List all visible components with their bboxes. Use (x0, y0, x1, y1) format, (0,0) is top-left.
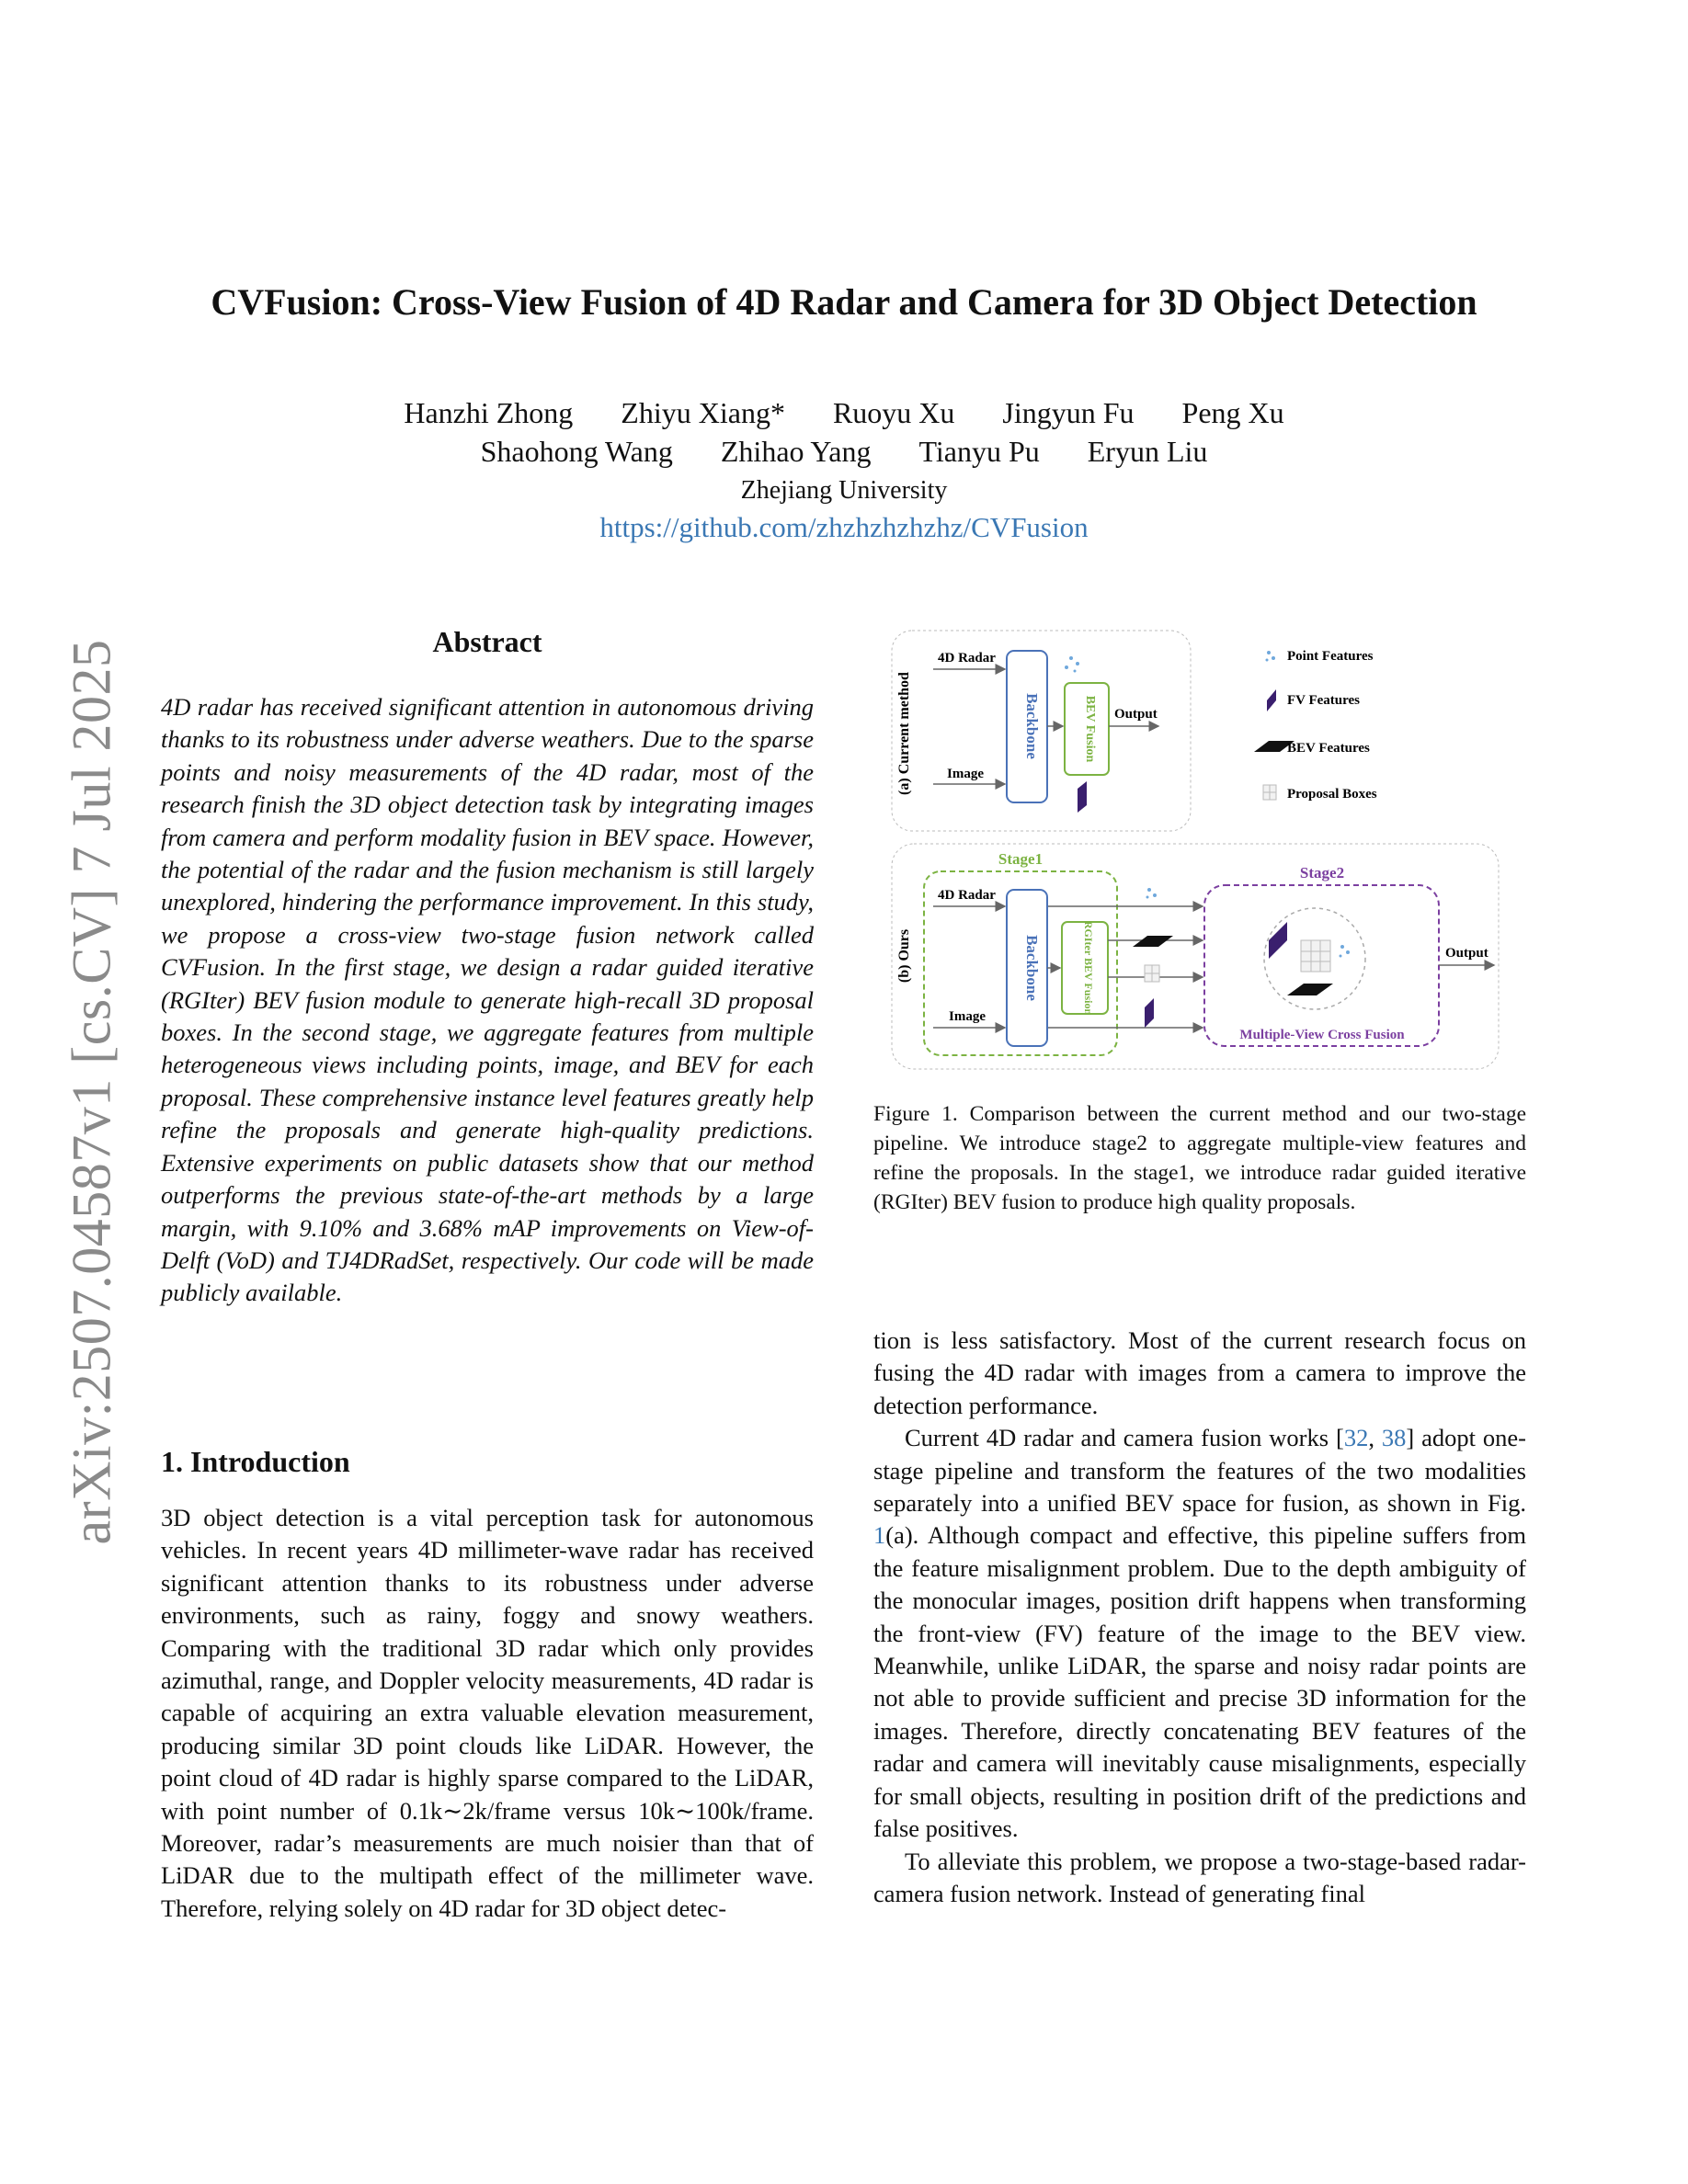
section-heading: 1. Introduction (161, 1445, 350, 1478)
paragraph-text: ] adopt one-stage pipeline and transform the features of the two modalities separately into a unified BEV space for fusion, as shown in Fig. (873, 1424, 1526, 1518)
author-name: Ruoyu Xu (832, 396, 955, 429)
legend-fv-features: FV Features (1287, 693, 1361, 708)
citation-separator: , (1368, 1424, 1382, 1452)
proposal-box-icon (1145, 965, 1159, 982)
legend-proposal-boxes: Proposal Boxes (1287, 787, 1377, 802)
proposal-box-icon (1301, 940, 1330, 972)
image-label: Image (947, 767, 984, 781)
author-name: Tianyu Pu (918, 435, 1040, 468)
point-features-icon (1146, 888, 1158, 899)
author-name: Hanzhi Zhong (404, 396, 574, 429)
github-link[interactable]: https://github.com/zhzhzhzhzhz/CVFusion (599, 511, 1089, 543)
legend-point-features: Point Features (1287, 649, 1374, 664)
output-label: Output (1114, 707, 1158, 722)
current-method-label: (a) Current method (896, 672, 912, 795)
legend-bev-features: BEV Features (1287, 741, 1370, 756)
author-name: Jingyun Fu (1002, 396, 1135, 429)
stage2-label: Stage2 (1299, 864, 1345, 882)
fv-features-icon (1267, 689, 1276, 711)
citation-link[interactable]: 32 (1343, 1424, 1369, 1452)
citation-link[interactable]: 38 (1381, 1424, 1407, 1452)
figure-caption: Figure 1. Comparison between the current method and our two-stage pipeline. We introduce stage2 to aggregate multiple-view features and refine the proposals. In the stage1, we introduce radar guided iterative (RGIter) BEV fusion to produce high quality proposals. (873, 1102, 1526, 1214)
radar-label: 4D Radar (938, 651, 996, 665)
right-column-text (873, 1325, 1526, 1910)
bev-features-icon (1287, 984, 1333, 995)
paragraph (873, 1422, 1526, 1845)
bev-fusion-label: BEV Fusion (1083, 695, 1097, 763)
fv-features-icon (1269, 922, 1287, 959)
point-features-icon (1340, 945, 1351, 958)
abstract-heading: Abstract (432, 625, 542, 658)
paragraph: tion is less satisfactory. Most of the current research focus on fusing the 4D radar with images from a camera to improve the detection performance. (873, 1326, 1526, 1419)
author-name: Zhiyu Xiang* (621, 396, 785, 429)
point-features-icon (1266, 651, 1276, 662)
output-label: Output (1445, 946, 1488, 961)
author-list (0, 393, 1688, 471)
fv-features-icon (1145, 998, 1154, 1028)
bev-features-icon (1133, 936, 1173, 947)
fv-features-icon (1078, 781, 1087, 813)
figure-ref-link[interactable]: 1 (873, 1521, 886, 1550)
point-features-icon (1065, 656, 1079, 673)
backbone-label: Backbone (1023, 935, 1041, 1001)
backbone-label: Backbone (1023, 693, 1041, 759)
intro-paragraph: 3D object detection is a vital perception task for autonomous vehicles. In recent years 4D millimeter-wave radar has received significant attention thanks to its robustness under adverse environments, such as rainy, foggy and snowy weathers. Comparing with the traditional 3D radar which only provides azimuthal, range, and Doppler velocity measurements, 4D radar is capable of acquiring an extra valuable elevation measurement, producing similar 3D point clouds like LiDAR. However, the point cloud of 4D radar is highly sparse compared to the LiDAR, with point number of 0.1k∼2k/frame versus 10k∼100k/frame. Moreover, radar’s measurements are much noisier than that of LiDAR due to the multipath effect of the millimeter wave. Therefore, relying solely on 4D radar for 3D object detec- (161, 1504, 814, 1922)
mvcf-label: Multiple-View Cross Fusion (1239, 1028, 1405, 1042)
abstract-text: 4D radar has received significant attention in autonomous driving thanks to its robustness under adverse weathers. Due to the sparse points and noisy measurements of the 4D radar, most of the research finish the 3D object detection task by integrating images from camera and perform modality fusion in BEV space. However, the potential of the radar and the fusion mechanism is still largely unexplored, hindering the performance improvement. In this study, we propose a cross-view two-stage fusion network called CVFusion. In the first stage, we design a radar guided iterative (RGIter) BEV fusion module to generate high-recall 3D proposal boxes. In the second stage, we aggregate features from multiple heterogeneous views including points, image, and BEV for each proposal. These comprehensive instance level features greatly help refine the proposals and generate high-quality predictions. Extensive experiments on public datasets show that our method outperforms the previous state-of-the-art methods by a large margin, with 9.10% and 3.68% mAP improvements on View-of-Delft (VoD) and TJ4DRadSet, respectively. Our code will be made publicly available. (161, 693, 814, 1307)
stage1-label: Stage1 (998, 850, 1044, 868)
ours-frame (892, 844, 1499, 1069)
figure-1-diagram (883, 623, 1517, 1083)
author-name: Eryun Liu (1087, 435, 1208, 468)
proposal-box-icon (1263, 785, 1276, 800)
paragraph: To alleviate this problem, we propose a two-stage-based radar-camera fusion network. Instead of generating final (873, 1847, 1526, 1907)
paragraph-text: Current 4D radar and camera fusion works [ (905, 1424, 1344, 1452)
paper-title: CVFusion: Cross-View Fusion of 4D Radar and Camera for 3D Object Detection (211, 281, 1477, 323)
ours-label: (b) Ours (896, 928, 912, 984)
rgiter-fusion-label: RGIter BEV Fusion (1082, 920, 1095, 1016)
image-label: Image (949, 1009, 986, 1024)
arxiv-stamp: arXiv:2507.04587v1 [cs.CV] 7 Jul 2025 (61, 639, 122, 1545)
affiliation: Zhejiang University (740, 476, 948, 505)
radar-label: 4D Radar (938, 888, 996, 903)
author-name: Peng Xu (1181, 396, 1284, 429)
author-name: Zhihao Yang (720, 435, 872, 468)
author-name: Shaohong Wang (480, 435, 673, 468)
paragraph-text: (a). Although compact and effective, this pipeline suffers from the feature misalignment problem. Due to the depth ambiguity of the monocular images, position drift happens when transforming the front-view (FV) feature of the image to the BEV view. Meanwhile, unlike LiDAR, the sparse and noisy radar points are not able to provide sufficient and precise 3D information for the images. Therefore, directly concatenating BEV features of the radar and camera will inevitably cause misalignments, especially for small objects, resulting in position drift of the predictions and false positives. (873, 1521, 1526, 1843)
